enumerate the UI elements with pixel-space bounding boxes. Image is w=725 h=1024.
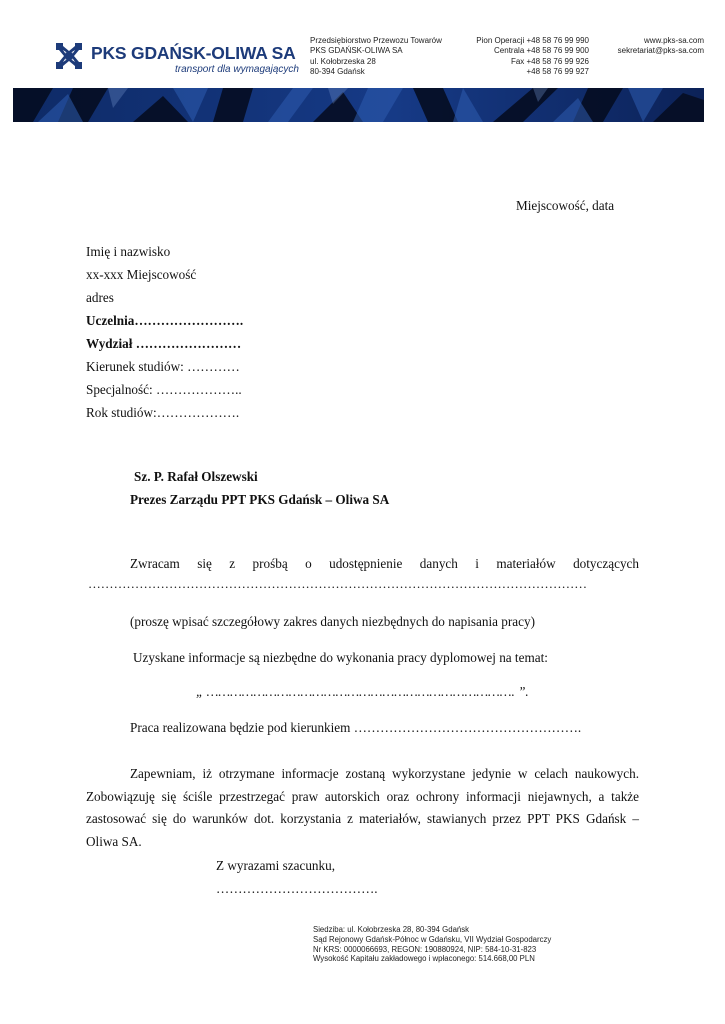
footer-line: Siedziba: ul. Kołobrzeska 28, 80-394 Gdańsk [313,925,470,934]
sender-faculty: Wydział …………………… [86,336,242,351]
closing-phrase: Z wyrazami szacunku, [216,858,336,873]
header-phone-line: Pion Operacji +48 58 76 99 990 [476,36,589,45]
header-phone-line: +48 58 76 99 927 [526,66,589,76]
website-link[interactable]: www.pks-sa.com [643,36,704,45]
signature-line: ………………………………. [216,881,378,896]
footer-line: Nr KRS: 0000066693, REGON: 190880924, NIP: 584-10-31-823 [313,944,537,954]
header-address-block [310,36,442,77]
purpose-text: Uzyskane informacje są niezbędne do wykonania pracy dyplomowej na temat: [133,650,548,665]
header-address-line: Przedsiębiorstwo Przewozu Towarów [310,36,442,45]
footer-line: Sąd Rejonowy Gdańsk-Północ w Gdańsku, VII Wydział Gospodarczy [313,934,552,944]
assurance-line: Zapewniam, iż otrzymane informacje zostaną wykorzystane jedynie w celach naukowych. [130,766,639,781]
sender-name: Imię i nazwisko [86,244,171,259]
header-banner [13,88,704,122]
sender-city: xx-xxx Miejscowość [86,267,197,282]
sender-field-of-study: Kierunek studiów: ………… [86,359,240,374]
header-phone-line: Fax +48 58 76 99 926 [510,56,589,66]
sender-university: Uczelnia……………………. [86,313,244,328]
footer-company-info [313,925,551,964]
recipient-title: Prezes Zarządu PPT PKS Gdańsk – Oliwa SA [130,492,390,507]
company-logo [55,40,299,80]
email-link[interactable]: sekretariat@pks-sa.com [617,46,704,56]
assurance-paragraph [86,763,639,854]
place-date: Miejscowość, data [516,198,615,213]
pks-logo-icon [55,42,83,70]
request-line-1: Zwracam się z prośbą o udostępnienie danych i materiałów dotyczących [130,556,639,571]
request-dotted-line: ……………………………………………………………………………………………………… [88,577,588,591]
header-address-line: PKS GDAŃSK-OLIWA SA [310,46,403,56]
assurance-line: zastosować się do warunków dot. korzystania z materiałów, stawianych przez PPT PKS Gdańsk – [86,811,639,827]
assurance-line: Oliwa SA. [86,834,142,850]
assurance-line: Zobowiązuję się ściśle przestrzegać praw autorskich oraz ochrony informacji niejawnych, a także [86,788,639,804]
thesis-topic: „ ……………………………………………………………………. ”. [196,684,529,699]
sender-specialty: Specjalność: ……………….. [86,382,242,397]
header-web-block [598,36,704,57]
header-phone-block [465,36,589,77]
request-line [130,553,639,576]
footer-line: Wysokość Kapitału zakładowego i wpłaconego: 514.668,00 PLN [313,954,535,964]
header-address-line: ul. Kołobrzeska 28 [310,56,376,66]
sender-address: adres [86,290,114,305]
header-address-line: 80-394 Gdańsk [310,66,365,76]
company-tagline: transport dla wymagających [175,64,299,75]
request-hint: (proszę wpisać szczegółowy zakres danych niezbędnych do napisania pracy) [130,614,535,629]
header-phone-line: Centrala +48 58 76 99 900 [494,46,589,56]
company-name: PKS GDAŃSK-OLIWA SA [91,43,296,63]
supervisor-text: Praca realizowana będzie pod kierunkiem ……………………………………………. [130,720,582,735]
sender-year-of-study: Rok studiów:………………. [86,405,240,420]
recipient-name: Sz. P. Rafał Olszewski [134,469,258,484]
